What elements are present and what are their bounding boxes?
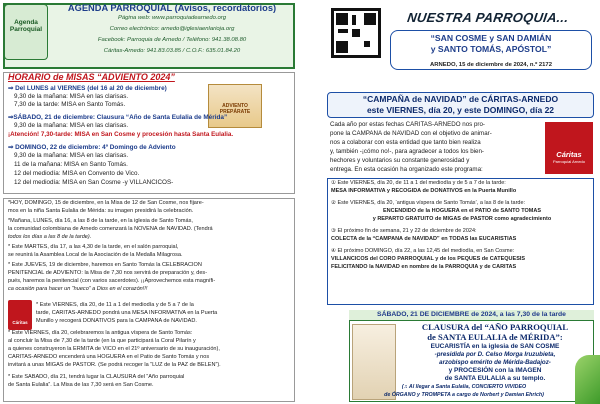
qr-code-icon: [331, 8, 381, 58]
schedule-sunday-heading: ⇒ DOMINGO, 22 de diciembre: 4º Domingo de Adviento: [8, 144, 176, 151]
notice-line: se reunirá la Asamblea Local de la Asociación de la Medalla Milagrosa.: [8, 252, 183, 258]
notice-line: CÁRITAS-ARNEDO encenderá una HOGUERA en el Patio de Santo Tomás y nos: [8, 354, 210, 360]
notice-line: la comunidad colombiana de Arnedo comenzará la NOVENA de NAVIDAD. (Tendrá: [8, 226, 213, 232]
caritas-logo-small: [8, 300, 32, 330]
email-line: Correo electrónico: arnedo@iglesiaenlarioja.org: [109, 26, 235, 32]
notice-line: * Este JUEVES, 19 de diciembre, haremos en Santo Tomás la CELEBRACIÓN: [8, 262, 202, 268]
notice-line: pués, haremos la penitencial (con varios sacerdotes). ¡¡Aprovechemos esta magnífi-: [8, 278, 216, 284]
logo-text-parroquial: Parroquial: [9, 26, 43, 33]
schedule-line: 11 de la mañana: MISA en Santo Tomás.: [14, 161, 128, 168]
agenda-title: AGENDA PARROQUIAL (Avisos, recordatorios): [67, 3, 277, 13]
facebook-line: Facebook: Parroquia de Arnedo / Teléfono: 941.38.08.80: [97, 37, 247, 43]
agenda-logo: [4, 4, 48, 60]
notice-line: tarde, CÁRITAS-ARNEDO pondrá una MESA INFORMATIVA en la Puerta: [36, 310, 218, 316]
schedule-saturday-heading: ⇒SÁBADO, 21 de diciembre: Clausura “Año de Santa Eulalia de Mérida”: [8, 114, 228, 121]
notice-line: de Santa Eulalia”. La Misa de las 7,30 será en San Cosme.: [8, 382, 154, 388]
notice-line: invitará a unas MIGAS de PASTOR. (Se podrá recoger la “LUZ de la PAZ de BELÉN”).: [8, 362, 221, 368]
closing-line-5: arzobispo emérito de Mérida-Badajoz-: [439, 359, 551, 366]
schedule-line: 9,30 de la mañana: MISA en las clarisas.: [14, 122, 129, 129]
parish-name-line-2: y SANTO TOMÁS, APÓSTOL”: [430, 44, 552, 54]
campaign-date-line: MESA INFORMATIVA y RECOGIDA de DONATIVOS en la Puerta Munillo: [331, 188, 517, 194]
caritas-small-label: Cáritas: [12, 320, 28, 325]
caritas-logo-sub: Parroquial Arnedo: [552, 159, 586, 164]
closing-line-2: de SANTA EULALIA de MÉRIDA”:: [427, 332, 563, 342]
campaign-date-line: FELICITANDO la NAVIDAD en nombre de la PARROQUIA y de CÁRITAS: [331, 264, 517, 270]
schedule-line: 12 del mediodía: MISA en San Cosme -y VILLANCICOS-: [14, 179, 174, 186]
closing-line-3: EUCARISTÍA en la iglesia de SAN COSME: [430, 343, 560, 350]
parish-name-line-1: “SAN COSME y SAN DAMIÁN: [430, 33, 552, 43]
schedule-line: 9,30 de la mañana: MISA en las clarisas.: [14, 93, 129, 100]
issue-date: ARNEDO, 15 de diciembre de 2024, n.º 2172: [430, 62, 552, 68]
schedule-line: 9,30 de la mañana: MISA en las clarisas.: [14, 152, 129, 159]
campaign-paragraph-line: nos a colaborar con esta entidad que tanto bien realiza: [330, 139, 481, 146]
notice-line: todos los días a las 8 de la tarde).: [8, 234, 92, 240]
campaign-date-line: VILLANCICOS del CORO PARROQUIAL y de los PEQUES de CATEQUESIS: [331, 256, 526, 262]
campaign-title: “CAMPAÑA de NAVIDAD” de CÁRITAS-ARNEDO: [362, 94, 559, 104]
campaign-date-line: y REPARTO GRATUITO de MIGAS de PASTOR como agradecimiento: [372, 216, 552, 222]
closing-line-4: -presidida por D. Celso Morga Iruzubieta,: [434, 351, 556, 358]
campaign-paragraph-line: pone la CAMPAÑA de NAVIDAD con el objetivo de animar-: [330, 130, 492, 137]
advent-image-sublabel: PREPÁRATE: [219, 109, 251, 115]
notice-line: *HOY, DOMINGO, 15 de diciembre, en la Misa de 12 de San Cosme, nos fijare-: [8, 200, 204, 206]
closing-line-7: de SANTA EULALIA a su templo.: [444, 375, 546, 382]
advent-image-label: ADVIENTO: [222, 103, 248, 109]
notice-line: * Este VIERNES, día 20, celebraremos la antigua víspera de Santo Tomás:: [8, 330, 193, 336]
campaign-paragraph-line: y, también -¡cómo no!-, para agradecer a todos los bien-: [330, 148, 484, 155]
campaign-paragraph-line: entrega. En esta ocasión ha organizado este programa:: [330, 166, 483, 173]
campaign-paragraph-line: hechores y voluntarios su constante generosidad y: [330, 157, 470, 164]
campaign-date-line: ④ El próximo DOMINGO, día 22, a las 12,45 del mediodía, en San Cosme:: [331, 248, 515, 254]
notice-line: Munillo y recogerá DONATIVOS para la CAMPAÑA de NAVIDAD.: [36, 318, 197, 324]
caritas-logo: [545, 122, 593, 174]
caritas-logo-name: Cáritas: [556, 150, 582, 159]
campaign-date-line: ③ El próximo fin de semana, 21 y 22 de diciembre de 2024:: [331, 228, 477, 234]
campaign-date-line: ENCENDIDO de la HOGUERA en el PATIO de SANTO TOMÁS: [383, 208, 541, 214]
web-line: Página web: www.parroquiadearnedo.org: [117, 15, 227, 21]
closing-line-9: de ÓRGANO y TROMPETA a cargo de Norbert y Damian Ehrich): [384, 392, 544, 398]
mass-schedule-title: HORARIO de MISAS “ADVIENTO 2024”: [8, 72, 175, 82]
campaign-date-line: ① Este VIERNES, día 20, de 11 a 1 del mediodía y de 5 a 7 de la tarde:: [331, 180, 506, 186]
closing-line-6: y PROCESIÓN con la IMAGEN: [448, 367, 542, 374]
logo-text-agenda: Agenda: [14, 19, 38, 26]
schedule-weekday-heading: ⇒ Del LUNES al VIERNES (del 16 al 20 de diciembre): [8, 85, 167, 92]
campaign-subtitle: este VIERNES, día 20, y este DOMINGO, día 22: [366, 105, 555, 115]
closing-line-8: (♫ Al llegar a Santa Eulalia, CONCIERTO VIVIDEO: [401, 384, 527, 390]
notice-line: ca ocasión para hacer un “hueco” a Dios en el corazón!!!: [8, 286, 148, 292]
notice-line: PENITENCIAL de ADVIENTO: la Misa de 7,30 nos servirá de preparación y, des-: [8, 270, 208, 276]
notice-line: * Este SÁBADO, día 21, tendrá lugar la CLAUSURA del “Año parroquial: [8, 374, 185, 380]
notice-line: *Mañana, LUNES, día 16, a las 8 de la tarde, en la iglesia de Santo Tomás,: [8, 218, 193, 224]
campaign-date-line: COLECTA de la “CAMPAÑA de NAVIDAD” en TODAS las EUCARISTÍAS: [331, 236, 517, 242]
notice-line: * Este VIERNES, día 20, de 11 a 1 del mediodía y de 5 a 7 de la: [36, 302, 194, 308]
closing-event-title: SÁBADO, 21 DE DICIEMBRE de 2024, a las 7,30 de la tarde: [377, 311, 566, 318]
campaign-paragraph-line: Cada año por estas fechas CÁRITAS-ARNEDO nos pro-: [330, 121, 485, 128]
schedule-line: 12 del mediodía: MISA en Convento de Vico.: [14, 170, 140, 177]
closing-line-1: CLAUSURA del “AÑO PARROQUIAL: [421, 322, 569, 332]
campaign-date-line: ② Este VIERNES, día 20, ‘antigua víspera de Santo Tomás’, a las 8 de la tarde:: [331, 200, 526, 206]
schedule-attention-line: ¡Atención! 7,30-tarde: MISA en San Cosme y procesión hasta Santa Eulalia.: [8, 131, 234, 138]
notice-line: al concluir la Misa de 7,30 de la tarde (en la que participará la Coral Pilarín y: [8, 338, 196, 344]
schedule-line: 7,30 de la tarde: MISA en Santo Tomás.: [14, 101, 126, 108]
decorative-leaf: [575, 355, 600, 404]
notice-line: * Este MARTES, día 17, a las 4,30 de la tarde, en el salón parroquial,: [8, 244, 179, 250]
advent-image: [208, 84, 262, 128]
caritas-phone-line: Cáritas-Arnedo: 941.83.03.85 / C.O.F.: 635.01.84.20: [103, 48, 241, 54]
nuestra-parroquia-title: NUESTRA PARROQUIA...: [406, 10, 570, 25]
notice-line: mos en la niña Santa Eulalia de Mérida: su imagen presidirá la celebración.: [8, 208, 194, 214]
notice-line: a quienes construyeron la ERMITA de VICO en el 21º aniversario de su inauguración),: [8, 346, 220, 352]
